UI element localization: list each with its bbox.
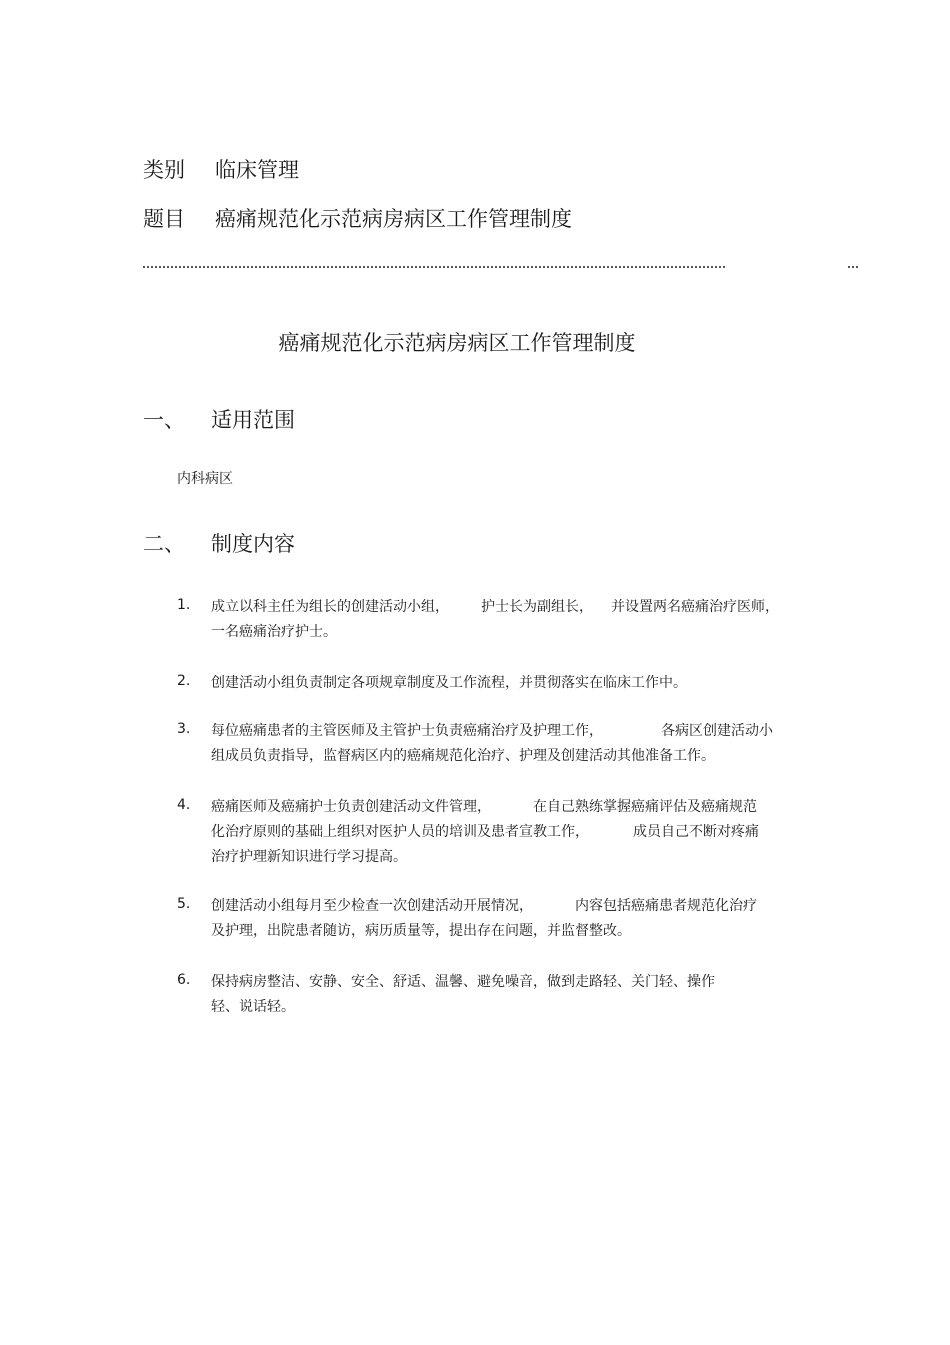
item-segment: 一名癌痛治疗护士。 xyxy=(211,624,337,640)
item-segment: 各病区创建活动小 xyxy=(661,723,773,739)
item-line xyxy=(211,795,801,820)
item-line xyxy=(211,995,801,1020)
item-number: 1. xyxy=(177,597,191,613)
item-segment: 及护理，出院患者随访，病历质量等，提出存在问题，并监督整改。 xyxy=(211,923,631,939)
dotted-separator xyxy=(143,266,725,268)
item-text xyxy=(211,795,801,870)
subject-label: 题目 xyxy=(143,207,185,231)
item-text xyxy=(211,970,801,1020)
item-number: 2. xyxy=(177,673,191,689)
item-number: 4. xyxy=(177,797,191,813)
item-line xyxy=(211,845,801,870)
item-line xyxy=(211,620,801,645)
document-title: 癌痛规范化示范病房病区工作管理制度 xyxy=(278,331,636,355)
item-segment: 在自己熟练掌握癌痛评估及癌痛规范 xyxy=(533,799,757,815)
item-line xyxy=(211,671,801,696)
category-value: 临床管理 xyxy=(215,158,299,182)
item-line xyxy=(211,894,801,919)
item-line xyxy=(211,595,801,620)
item-line xyxy=(211,820,801,845)
item-segment: 保持病房整洁、安静、安全、舒适、温馨、避免噪音，做到走路轻、关门轻、操作 xyxy=(211,974,715,990)
item-text xyxy=(211,894,801,944)
item-segment: 护士长为副组长， xyxy=(481,599,593,615)
section-heading: 适用范围 xyxy=(211,408,295,432)
item-line xyxy=(211,919,801,944)
item-text xyxy=(211,671,801,696)
item-text xyxy=(211,595,801,645)
item-segment: 每位癌痛患者的主管医师及主管护士负责癌痛治疗及护理工作， xyxy=(211,723,603,739)
item-number: 5. xyxy=(177,896,191,912)
item-segment: 成员自己不断对疼痛 xyxy=(633,824,759,840)
item-text xyxy=(211,719,801,769)
item-segment: 轻、说话轻。 xyxy=(211,999,295,1015)
item-number: 6. xyxy=(177,972,191,988)
section-number: 一、 xyxy=(143,408,185,432)
item-line xyxy=(211,744,801,769)
item-segment: 并设置两名癌痛治疗医师， xyxy=(611,599,779,615)
dotted-separator-end xyxy=(848,266,858,268)
item-segment: 成立以科主任为组长的创建活动小组， xyxy=(211,599,449,615)
item-segment: 内容包括癌痛患者规范化治疗 xyxy=(575,898,757,914)
item-line xyxy=(211,970,801,995)
item-segment: 创建活动小组每月至少检查一次创建活动开展情况， xyxy=(211,898,533,914)
section-number: 二、 xyxy=(143,532,185,556)
section-heading: 制度内容 xyxy=(211,532,295,556)
item-segment: 组成员负责指导，监督病区内的癌痛规范化治疗、护理及创建活动其他准备工作。 xyxy=(211,748,715,764)
subject-value: 癌痛规范化示范病房病区工作管理制度 xyxy=(215,207,572,231)
category-label: 类别 xyxy=(143,158,185,182)
item-line xyxy=(211,719,801,744)
item-segment: 治疗护理新知识进行学习提高。 xyxy=(211,849,407,865)
item-segment: 癌痛医师及癌痛护士负责创建活动文件管理， xyxy=(211,799,491,815)
section-body: 内科病区 xyxy=(177,471,233,487)
item-segment: 化治疗原则的基础上组织对医护人员的培训及患者宣教工作， xyxy=(211,824,589,840)
item-number: 3. xyxy=(177,721,191,737)
item-segment: 创建活动小组负责制定各项规章制度及工作流程，并贯彻落实在临床工作中。 xyxy=(211,675,687,691)
